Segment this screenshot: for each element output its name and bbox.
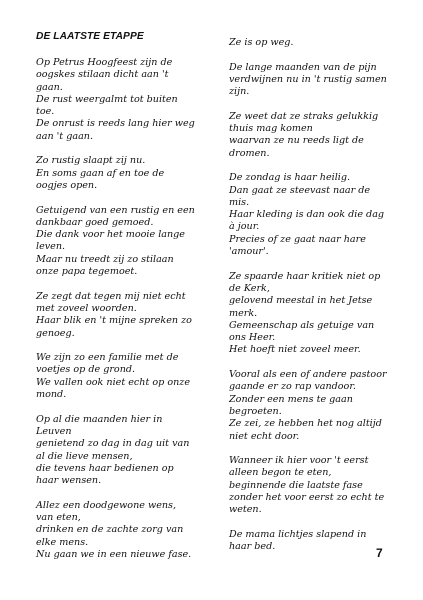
- verse-line: elke mens.: [36, 536, 89, 548]
- verse-line: Vooral als een of andere pastoor: [229, 369, 387, 381]
- stanza: [229, 172, 409, 258]
- verse-line: 'amour'.: [229, 246, 269, 258]
- verse-line: zijn.: [229, 86, 250, 98]
- verse-line: voetjes op de grond.: [36, 364, 136, 376]
- verse-line: niet echt door.: [229, 430, 300, 442]
- verse-line: Het hoeft niet zoveel meer.: [229, 344, 361, 356]
- verse-line: Maar nu treedt zij zo stilaan: [36, 253, 174, 265]
- verse-line: drinken en de zachte zorg van: [36, 524, 184, 536]
- verse-line: dankbaar goed gemoed.: [36, 216, 154, 228]
- verse-line: Zo rustig slaapt zij nu.: [36, 155, 146, 167]
- stanza: [36, 414, 216, 488]
- verse-line: Ze weet dat ze straks gelukkig: [229, 110, 379, 122]
- verse-line: mond.: [36, 389, 67, 401]
- verse-line: zonder het voor eerst zo echt te: [229, 491, 385, 503]
- verse-line: begroeten.: [229, 405, 282, 417]
- verse-line: Ze spaarde haar kritiek niet op: [229, 270, 381, 282]
- verse-line: Getuigend van een rustig en een: [36, 204, 195, 216]
- verse-line: gelovend meestal in het Jetse: [229, 295, 373, 307]
- verse-line: oogskes stilaan dicht aan 't: [36, 69, 169, 81]
- verse-line: met zoveel woorden.: [36, 302, 137, 314]
- verse-line: weten.: [229, 504, 262, 516]
- verse-line: ons Heer.: [229, 332, 276, 344]
- verse-line: gaande er zo rap vandoor.: [229, 381, 356, 393]
- verse-line: Nu gaan we in een nieuwe fase.: [36, 548, 192, 560]
- stanza: [36, 352, 216, 401]
- verse-line: à jour.: [229, 221, 260, 233]
- verse-line: Op al die maanden hier in: [36, 413, 163, 425]
- page-number: 7: [376, 546, 383, 560]
- stanza: [36, 155, 216, 192]
- verse-line: We zijn zo een familie met de: [36, 352, 179, 364]
- verse-line: alleen begon te eten,: [229, 467, 332, 479]
- stanza: [229, 369, 409, 443]
- verse-line: mis.: [229, 196, 250, 208]
- verse-line: Ze is op weg.: [229, 37, 294, 48]
- verse-line: toe.: [36, 106, 55, 118]
- stanza: [229, 271, 409, 357]
- verse-line: onze papa tegemoet.: [36, 266, 138, 278]
- verse-line: thuis mag komen: [229, 123, 313, 135]
- verse-line: We vallen ook niet echt op onze: [36, 376, 191, 388]
- verse-line: Wanneer ik hier voor 't eerst: [229, 455, 369, 467]
- stanza: [36, 291, 216, 340]
- verse-line: Ze zegt dat tegen mij niet echt: [36, 290, 186, 302]
- verse-line: genoeg.: [36, 327, 75, 339]
- stanza: [229, 455, 409, 516]
- verse-line: En soms gaan af en toe de: [36, 167, 165, 179]
- verse-line: oogjes open.: [36, 179, 98, 191]
- stanza: [36, 500, 216, 561]
- stanza: [229, 37, 409, 49]
- verse-line: Ze zei, ze hebben het nog altijd: [229, 418, 382, 430]
- verse-line: de Kerk,: [229, 282, 270, 294]
- poem-title: DE LAATSTE ETAPPE: [36, 31, 144, 42]
- verse-line: verdwijnen nu in 't rustig samen: [229, 73, 387, 85]
- right-column: [229, 37, 409, 566]
- verse-line: Allez een doodgewone wens,: [36, 499, 177, 511]
- verse-line: Haar kleding is dan ook die dag: [229, 209, 385, 221]
- verse-line: beginnende die laatste fase: [229, 479, 363, 491]
- verse-line: Haar blik en 't mijne spreken zo: [36, 315, 192, 327]
- verse-line: aan 't gaan.: [36, 130, 94, 142]
- stanza: [229, 62, 409, 99]
- verse-line: Dan gaat ze steevast naar de: [229, 184, 371, 196]
- verse-line: waarvan ze nu reeds ligt de: [229, 135, 364, 147]
- verse-line: dromen.: [229, 147, 270, 159]
- verse-line: al die lieve mensen,: [36, 450, 133, 462]
- verse-line: De lange maanden van de pijn: [229, 61, 377, 73]
- stanza: [36, 205, 216, 279]
- verse-line: De onrust is reeds lang hier weg: [36, 118, 195, 130]
- verse-line: leven.: [36, 241, 66, 253]
- verse-line: genietend zo dag in dag uit van: [36, 438, 190, 450]
- verse-line: Die dank voor het mooie lange: [36, 229, 185, 241]
- verse-line: Leuven: [36, 425, 72, 437]
- left-column: [36, 57, 216, 573]
- verse-line: Op Petrus Hoogfeest zijn de: [36, 57, 173, 68]
- verse-line: De zondag is haar heilig.: [229, 172, 351, 184]
- verse-line: haar bed.: [229, 541, 276, 553]
- verse-line: van eten,: [36, 511, 81, 523]
- verse-line: Zonder een mens te gaan: [229, 393, 353, 405]
- verse-line: die tevens haar bedienen op: [36, 462, 174, 474]
- verse-line: Gemeenschap als getuige van: [229, 319, 375, 331]
- verse-line: gaan.: [36, 81, 63, 93]
- stanza: [36, 57, 216, 143]
- verse-line: haar wensen.: [36, 475, 102, 487]
- verse-line: merk.: [229, 307, 258, 319]
- stanza: [229, 111, 409, 160]
- verse-line: Precies of ze gaat naar hare: [229, 233, 366, 245]
- verse-line: De mama lichtjes slapend in: [229, 528, 367, 540]
- verse-line: De rust weergalmt tot buiten: [36, 93, 178, 105]
